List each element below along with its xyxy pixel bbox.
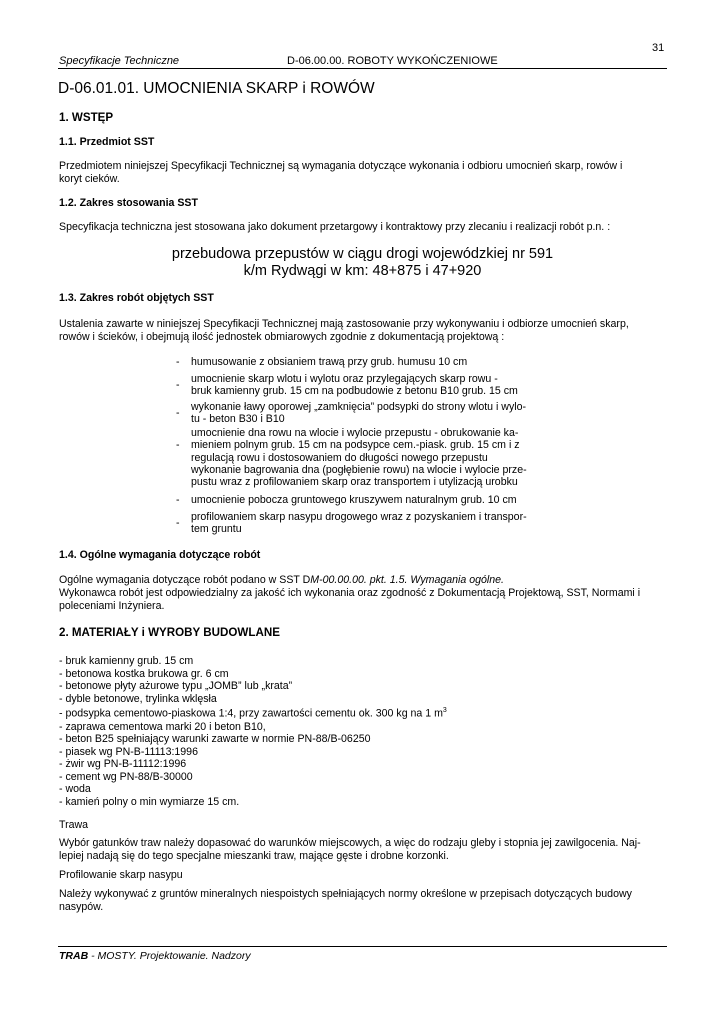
list-line: mieniem polnym grub. 15 cm na podsypce cem.-piask. grub. 15 cm i z <box>191 439 520 452</box>
footer <box>59 950 251 962</box>
general-req-text: Ogólne wymagania dotyczące robót podano w SST D <box>59 574 311 586</box>
header-rule <box>58 68 667 69</box>
list-dash: - <box>176 439 180 451</box>
page-number: 31 <box>652 42 665 54</box>
list-dash: - <box>176 379 180 391</box>
list-line: tem gruntu <box>191 523 242 536</box>
list-line: humusowanie z obsianiem trawą przy grub. humusu 10 cm <box>191 356 468 368</box>
section-1-3-line-2: rowów i ścieków, i obejmują ilość jednostek obmiarowych zgodnie z dokumentacją projektową : <box>59 331 505 343</box>
grass-line-2: lepiej nadają się do tego specjalne mieszanki traw, mające gęste i drobne korzonki. <box>59 850 449 862</box>
section-1-3-line-1: Ustalenia zawarte w niniejszej Specyfikacji Technicznej mają zastosowanie przy wykonywaniu i odbiorze umocnień skarp, <box>59 318 629 330</box>
list-line: wykonanie ławy oporowej „zamknięcia” podsypki do strony wlotu i wylo- <box>191 401 527 413</box>
section-1-3-heading: 1.3. Zakres robót objętych SST <box>59 292 214 304</box>
list-line: bruk kamienny grub. 15 cm na podbudowie z betonu B10 grub. 15 cm <box>191 385 518 398</box>
list-dash: - <box>176 517 180 529</box>
list-text <box>191 464 551 489</box>
section-1-2-line-1: Specyfikacja techniczna jest stosowana jako dokument przetargowy i kontraktowy przy zlecaniu i realizacji robót p.n. : <box>59 221 611 233</box>
material-item: - woda <box>59 783 91 796</box>
material-item: - zaprawa cementowa marki 20 i beton B10, <box>59 720 266 733</box>
section-1-4-line-1 <box>59 574 669 587</box>
list-text <box>191 401 551 426</box>
section-1-heading: 1. WSTĘP <box>59 111 114 124</box>
list-line: umocnienie pobocza gruntowego kruszywem naturalnym grub. 10 cm <box>191 494 517 506</box>
list-line: pustu wraz z profilowaniem skarp oraz transportem i utylizacją urobku <box>191 476 518 489</box>
material-item: - piasek wg PN-B-11113:1996 <box>59 745 198 758</box>
superscript: 3 <box>442 707 447 715</box>
list-line: umocnienie skarp wlotu i wylotu oraz przylegających skarp rowu - <box>191 373 498 385</box>
material-item <box>59 705 447 720</box>
header-center: D-06.00.00. ROBOTY WYKOŃCZENIOWE <box>287 55 498 67</box>
profiling-line-1: Należy wykonywać z gruntów mineralnych niespoistych spełniających normy określone w przepisach dotyczących budowy <box>59 888 632 900</box>
material-item: - kamień polny o min wymiarze 15 cm. <box>59 796 240 809</box>
list-text <box>191 356 551 368</box>
material-item: - betonowa kostka brukowa gr. 6 cm <box>59 667 229 680</box>
list-line: umocnienie dna rowu na wlocie i wylocie przepustu - obrukowanie ka- <box>191 427 519 439</box>
footer-rule <box>58 946 667 947</box>
list-dash: - <box>176 407 180 419</box>
list-dash: - <box>176 356 180 368</box>
document-title: D-06.01.01. UMOCNIENIA SKARP i ROWÓW <box>58 80 375 97</box>
list-dash: - <box>176 494 180 506</box>
section-1-1-line-1: Przedmiotem niniejszej Specyfikacji Technicznej są wymagania dotyczące wykonania i odbioru umocnień skarp, rowów i <box>59 160 623 172</box>
material-item: - beton B25 spełniający warunki zawarte w normie PN-88/B-06250 <box>59 733 371 746</box>
profiling-label: Profilowanie skarp nasypu <box>59 869 183 881</box>
profiling-line-2: nasypów. <box>59 901 104 913</box>
project-title-line-1: przebudowa przepustów w ciągu drogi wojewódzkiej nr 591 <box>171 246 554 262</box>
project-title <box>58 246 667 280</box>
footer-brand: TRAB <box>59 950 89 962</box>
project-title-line-2: k/m Rydwągi w km: 48+875 i 47+920 <box>243 263 482 279</box>
section-1-4-heading: 1.4. Ogólne wymagania dotyczące robót <box>59 549 261 561</box>
list-text <box>191 427 551 464</box>
grass-line-1: Wybór gatunków traw należy dopasować do warunków miejscowych, a więc do rodzaju gleby i stopnia jej zawilgocenia. Naj- <box>59 837 641 849</box>
material-item: - betonowe płyty ażurowe typu „JOMB” lub „krata” <box>59 680 293 693</box>
general-req-reference: M-00.00.00. pkt. 1.5. Wymagania ogólne. <box>310 574 505 586</box>
section-1-2-heading: 1.2. Zakres stosowania SST <box>59 197 198 209</box>
section-2-heading: 2. MATERIAŁY i WYROBY BUDOWLANE <box>59 626 280 639</box>
list-text <box>191 511 551 536</box>
footer-text: - MOSTY. Projektowanie. Nadzory <box>88 950 251 962</box>
material-item: - cement wg PN-88/B-30000 <box>59 770 193 783</box>
material-item: - bruk kamienny grub. 15 cm <box>59 655 194 667</box>
material-item: - żwir wg PN-B-11112:1996 <box>59 758 187 771</box>
list-text <box>191 373 551 398</box>
grass-label: Trawa <box>59 819 89 831</box>
material-item: - dyble betonowe, trylinka wklęsła <box>59 692 217 705</box>
list-line: wykonanie bagrowania dna (pogłębienie rowu) na wlocie i wylocie prze- <box>191 464 527 476</box>
header-left: Specyfikacje Techniczne <box>59 55 180 67</box>
materials-list <box>59 655 447 809</box>
list-text <box>191 494 551 506</box>
list-line: profilowaniem skarp nasypu drogowego wraz z pozyskaniem i transpor- <box>191 511 527 523</box>
section-1-1-line-2: koryt cieków. <box>59 173 120 185</box>
list-line: tu - beton B30 i B10 <box>191 413 285 426</box>
section-1-4-line-2: Wykonawca robót jest odpowiedzialny za jakość ich wykonania oraz zgodność z Dokumentacją Projektową, SST, Normami i <box>59 587 641 599</box>
list-line: regulacją rowu i dostosowaniem do długości nowego przepustu <box>191 451 488 464</box>
section-1-1-heading: 1.1. Przedmiot SST <box>59 136 155 148</box>
section-1-4-line-3: poleceniami Inżyniera. <box>59 600 165 612</box>
material-text: - podsypka cementowo-piaskowa 1:4, przy zawartości cementu ok. 300 kg na 1 m <box>59 707 443 720</box>
